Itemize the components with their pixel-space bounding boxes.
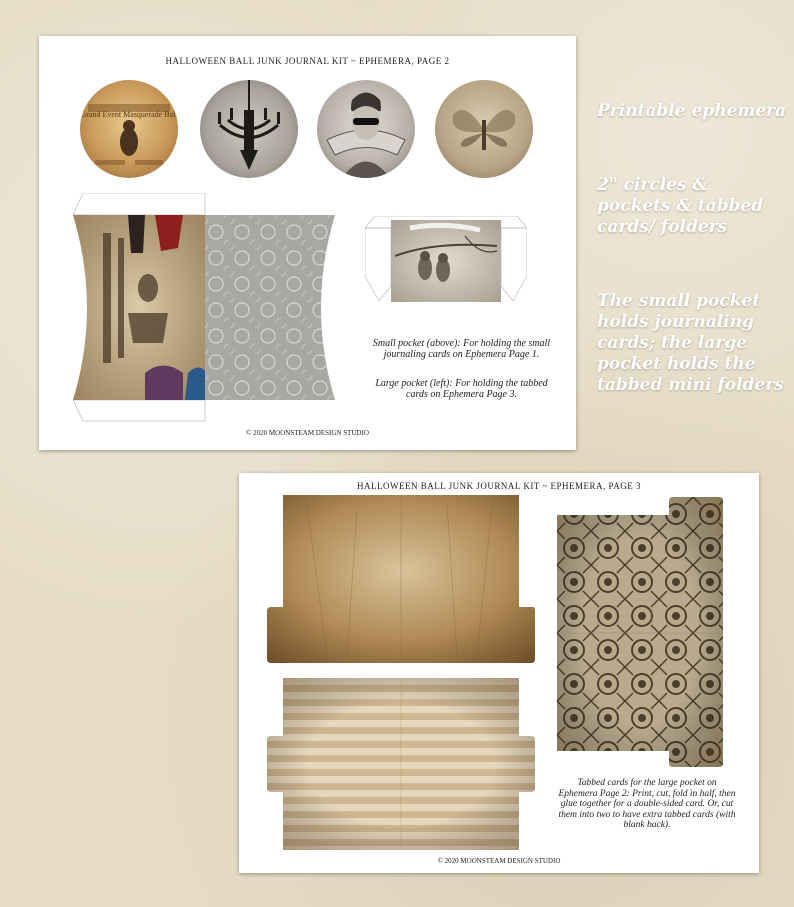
large-pocket-template (73, 193, 335, 423)
page-2-copyright: © 2020 MOONSTEAM DESIGN STUDIO (246, 429, 369, 437)
small-pocket-note: Small pocket (above): For holding the small journaling cards on Ephemera Page 1. (372, 338, 551, 360)
circle-text: Grand Event Masquerade Ball (80, 110, 178, 119)
circle-ephemera-chandelier (200, 80, 298, 178)
large-pocket-note: Large pocket (left): For holding the tabbed cards on Ephemera Page 3. (375, 378, 548, 400)
tabbed-card-damask (557, 497, 727, 767)
small-pocket-template (365, 216, 527, 321)
side-caption-formats: 2" circles & pockets & tabbed cards/ folders (597, 175, 764, 237)
tabbed-card-grunge (267, 495, 535, 665)
ephemera-page-3 (239, 473, 759, 873)
page-3-title: HALLOWEEN BALL JUNK JOURNAL KIT ~ EPHEMERA, PAGE 3 (357, 481, 641, 491)
circle-ephemera-butterfly-fairies (435, 80, 533, 178)
side-caption-printable: Printable ephemera (597, 101, 787, 121)
circle-ephemera-masked-lady (317, 80, 415, 178)
side-caption-pockets: The small pocket holds journaling cards; the large pocket holds the tabbed mini folders (597, 291, 784, 395)
tabbed-card-stripes (267, 678, 535, 853)
tabbed-cards-note: Tabbed cards for the large pocket on Ephemera Page 2: Print, cut, fold in half, then glue together for a double-sided card. Or, cut them into two to have extra tabbed cards (with blank back). (558, 778, 736, 830)
circle-ephemera-masquerade (80, 80, 178, 178)
ephemera-page-2 (39, 36, 576, 450)
page-3-copyright: © 2020 MOONSTEAM DESIGN STUDIO (437, 857, 561, 865)
page-2-title: HALLOWEEN BALL JUNK JOURNAL KIT ~ EPHEMERA, PAGE 2 (165, 56, 450, 66)
